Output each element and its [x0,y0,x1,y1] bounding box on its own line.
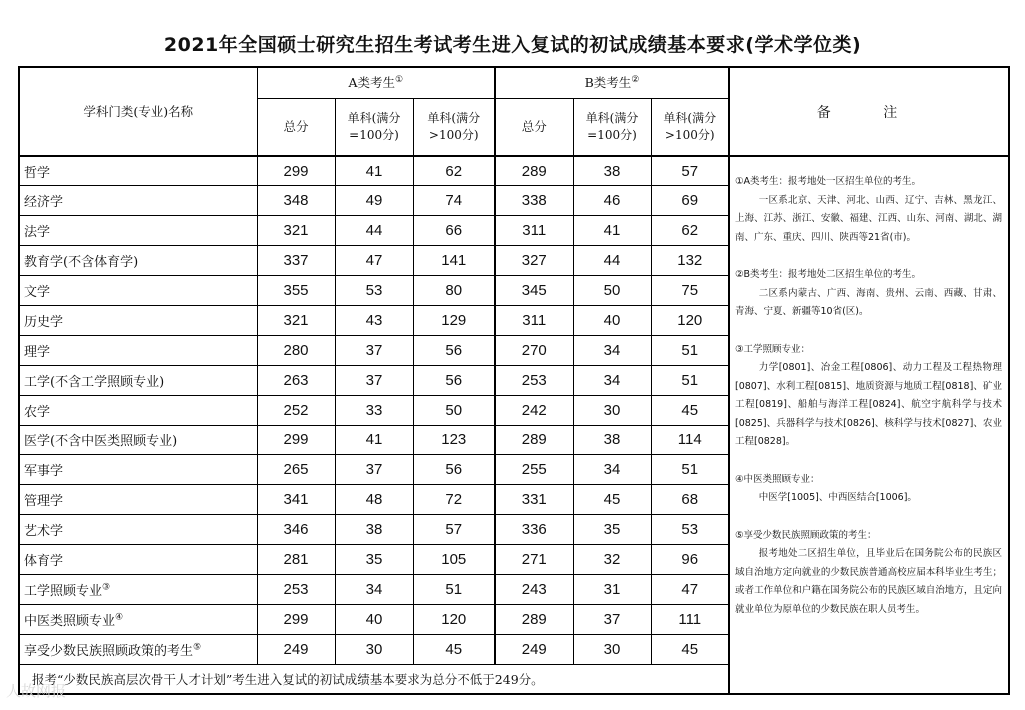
b-single-100-score: 32 [573,545,651,575]
b-single-over-100-score: 62 [651,216,729,246]
a-single-over-100-score: 56 [413,365,495,395]
subject-name: 工学照顾专业③ [19,574,257,604]
a-single-over-100-header: 单科(满分>100分) [413,98,495,156]
b-total-score: 249 [495,634,573,664]
remarks-notes [729,156,1009,694]
a-single-over-100-score: 51 [413,574,495,604]
b-total-score: 242 [495,395,573,425]
a-total-score: 348 [257,186,335,216]
b-single-over-100-score: 53 [651,515,729,545]
b-single-100-score: 40 [573,305,651,335]
a-single-100-score: 40 [335,604,413,634]
b-single-100-header: 单科(满分=100分) [573,98,651,156]
footnote-mark: ④ [115,612,124,623]
score-table [18,66,1010,695]
a-single-over-100-score: 129 [413,305,495,335]
subject-name: 教育学(不含体育学) [19,246,257,276]
subject-name: 理学 [19,335,257,365]
subject-name: 历史学 [19,305,257,335]
b-single-over-100-score: 132 [651,246,729,276]
b-single-over-100-score: 69 [651,186,729,216]
a-total-score: 263 [257,365,335,395]
page-title: 2021年全国硕士研究生招生考试考生进入复试的初试成绩基本要求(学术学位类) [163,34,862,56]
note-item [735,173,1002,247]
b-single-100-score: 31 [573,574,651,604]
b-single-over-100-score: 51 [651,335,729,365]
b-single-100-score: 41 [573,216,651,246]
b-single-over-100-score: 47 [651,574,729,604]
subject-name: 工学(不含工学照顾专业) [19,365,257,395]
a-total-score: 265 [257,455,335,485]
a-single-over-100-score: 62 [413,156,495,186]
subject-name: 享受少数民族照顾政策的考生⑤ [19,634,257,664]
a-total-score: 253 [257,574,335,604]
a-total-score: 355 [257,276,335,306]
b-single-over-100-score: 75 [651,276,729,306]
b-total-score: 243 [495,574,573,604]
b-single-over-100-score: 68 [651,485,729,515]
a-total-score: 249 [257,634,335,664]
a-single-over-100-score: 123 [413,425,495,455]
b-total-score: 338 [495,186,573,216]
subject-name: 经济学 [19,186,257,216]
b-single-100-score: 34 [573,335,651,365]
a-single-100-score: 37 [335,455,413,485]
b-total-header: 总分 [495,98,573,156]
note-heading: ④中医类照顾专业： [735,473,820,485]
a-single-100-score: 48 [335,485,413,515]
note-body: 中医学[1005]、中西医结合[1006]。 [758,492,917,503]
b-single-over-100-score: 45 [651,634,729,664]
a-single-over-100-score: 72 [413,485,495,515]
b-single-100-score: 30 [573,634,651,664]
note-heading: ①A类考生：报考地处一区招生单位的考生。 [735,176,922,187]
b-single-100-score: 34 [573,455,651,485]
note-item [735,341,1002,452]
b-single-over-100-header: 单科(满分>100分) [651,98,729,156]
b-single-100-score: 38 [573,425,651,455]
a-single-100-score: 30 [335,634,413,664]
a-single-100-score: 35 [335,545,413,575]
a-single-100-score: 49 [335,186,413,216]
subject-name: 农学 [19,395,257,425]
subject-name: 中医类照顾专业④ [19,604,257,634]
subject-name: 哲学 [19,156,257,186]
group-b-header: B类考生② [495,67,729,98]
note-body: 二区系内蒙古、广西、海南、贵州、云南、西藏、甘肃、青海、宁夏、新疆等10省(区)。 [735,287,1002,317]
b-total-score: 253 [495,365,573,395]
group-a-mark: ① [394,75,404,86]
a-single-over-100-score: 74 [413,186,495,216]
b-total-score: 311 [495,216,573,246]
footnote-mark: ③ [102,582,111,593]
a-total-score: 299 [257,156,335,186]
a-single-over-100-score: 80 [413,276,495,306]
b-single-100-score: 34 [573,365,651,395]
note-item [735,471,1002,508]
a-total-score: 299 [257,425,335,455]
b-total-score: 271 [495,545,573,575]
remarks-header: 备 注 [729,67,1009,156]
group-a-header: A类考生① [257,67,495,98]
a-total-score: 346 [257,515,335,545]
a-total-score: 281 [257,545,335,575]
watermark: 人故网报 [6,682,67,700]
a-single-over-100-score: 120 [413,604,495,634]
note-heading: ⑤享受少数民族照顾政策的考生： [735,529,877,541]
note-body: 报考地处二区招生单位，且毕业后在国务院公布的民族区域自治地方定向就业的少数民族普通高校应届本科毕业生考生；或者工作单位和户籍在国务院公布的民族区域自治地方，且定向就业单位为原单位的少数民族在职人员考生。 [735,548,1002,615]
footnote-mark: ⑤ [193,642,202,653]
a-single-100-score: 41 [335,156,413,186]
a-total-score: 337 [257,246,335,276]
header-row-1 [19,67,1009,98]
b-single-100-score: 46 [573,186,651,216]
a-single-over-100-score: 57 [413,515,495,545]
b-total-score: 345 [495,276,573,306]
b-total-score: 255 [495,455,573,485]
b-total-score: 270 [495,335,573,365]
a-single-100-score: 53 [335,276,413,306]
b-total-score: 336 [495,515,573,545]
a-single-over-100-score: 56 [413,335,495,365]
b-single-over-100-score: 51 [651,455,729,485]
a-total-header: 总分 [257,98,335,156]
b-single-100-score: 35 [573,515,651,545]
a-single-100-score: 34 [335,574,413,604]
b-single-over-100-score: 51 [651,365,729,395]
subject-name: 法学 [19,216,257,246]
b-single-100-score: 30 [573,395,651,425]
a-single-100-score: 47 [335,246,413,276]
b-total-score: 327 [495,246,573,276]
b-total-score: 289 [495,156,573,186]
note-body: 力学[0801]、冶金工程[0806]、动力工程及工程热物理[0807]、水利工程[0815]、地质资源与地质工程[0818]、矿业工程[0819]、船舶与海洋工程[0824]、航空宇航科学与技术[0825]、兵器科学与技术[0826]、核科学与技术[0827]、农业工程[0828]。 [735,362,1002,447]
a-single-100-score: 44 [335,216,413,246]
b-single-over-100-score: 57 [651,156,729,186]
subject-name: 医学(不含中医类照顾专业) [19,425,257,455]
b-total-score: 331 [495,485,573,515]
b-single-over-100-score: 96 [651,545,729,575]
a-total-score: 299 [257,604,335,634]
note-body: 一区系北京、天津、河北、山西、辽宁、吉林、黑龙江、上海、江苏、浙江、安徽、福建、江西、山东、河南、湖北、湖南、广东、重庆、四川、陕西等21省(市)。 [735,194,1002,243]
subject-name: 军事学 [19,455,257,485]
footer-note: 报考“少数民族高层次骨干人才计划”考生进入复试的初试成绩基本要求为总分不低于249分。 [19,664,729,694]
note-item [735,266,1002,322]
b-total-score: 289 [495,604,573,634]
subject-name: 文学 [19,276,257,306]
a-single-over-100-score: 50 [413,395,495,425]
a-single-100-score: 43 [335,305,413,335]
a-total-score: 321 [257,305,335,335]
a-single-100-score: 37 [335,335,413,365]
a-total-score: 321 [257,216,335,246]
a-total-score: 252 [257,395,335,425]
a-single-100-header: 单科(满分=100分) [335,98,413,156]
group-b-mark: ② [631,75,640,86]
a-single-100-score: 41 [335,425,413,455]
b-single-over-100-score: 111 [651,604,729,634]
b-total-score: 289 [495,425,573,455]
b-single-over-100-score: 114 [651,425,729,455]
subject-name: 艺术学 [19,515,257,545]
a-single-over-100-score: 56 [413,455,495,485]
table-row [19,156,1009,186]
a-single-100-score: 37 [335,365,413,395]
b-single-100-score: 45 [573,485,651,515]
a-single-100-score: 38 [335,515,413,545]
b-single-100-score: 37 [573,604,651,634]
a-single-over-100-score: 105 [413,545,495,575]
a-total-score: 341 [257,485,335,515]
subject-column-header: 学科门类(专业)名称 [19,67,257,156]
a-single-over-100-score: 45 [413,634,495,664]
a-single-100-score: 33 [335,395,413,425]
note-heading: ②B类考生：报考地处二区招生单位的考生。 [735,269,922,280]
b-single-100-score: 38 [573,156,651,186]
b-single-over-100-score: 120 [651,305,729,335]
a-total-score: 280 [257,335,335,365]
b-total-score: 311 [495,305,573,335]
b-single-100-score: 50 [573,276,651,306]
a-single-over-100-score: 141 [413,246,495,276]
b-single-100-score: 44 [573,246,651,276]
b-single-over-100-score: 45 [651,395,729,425]
note-item [735,527,1002,620]
a-single-over-100-score: 66 [413,216,495,246]
note-heading: ③工学照顾专业： [735,343,811,355]
subject-name: 体育学 [19,545,257,575]
subject-name: 管理学 [19,485,257,515]
